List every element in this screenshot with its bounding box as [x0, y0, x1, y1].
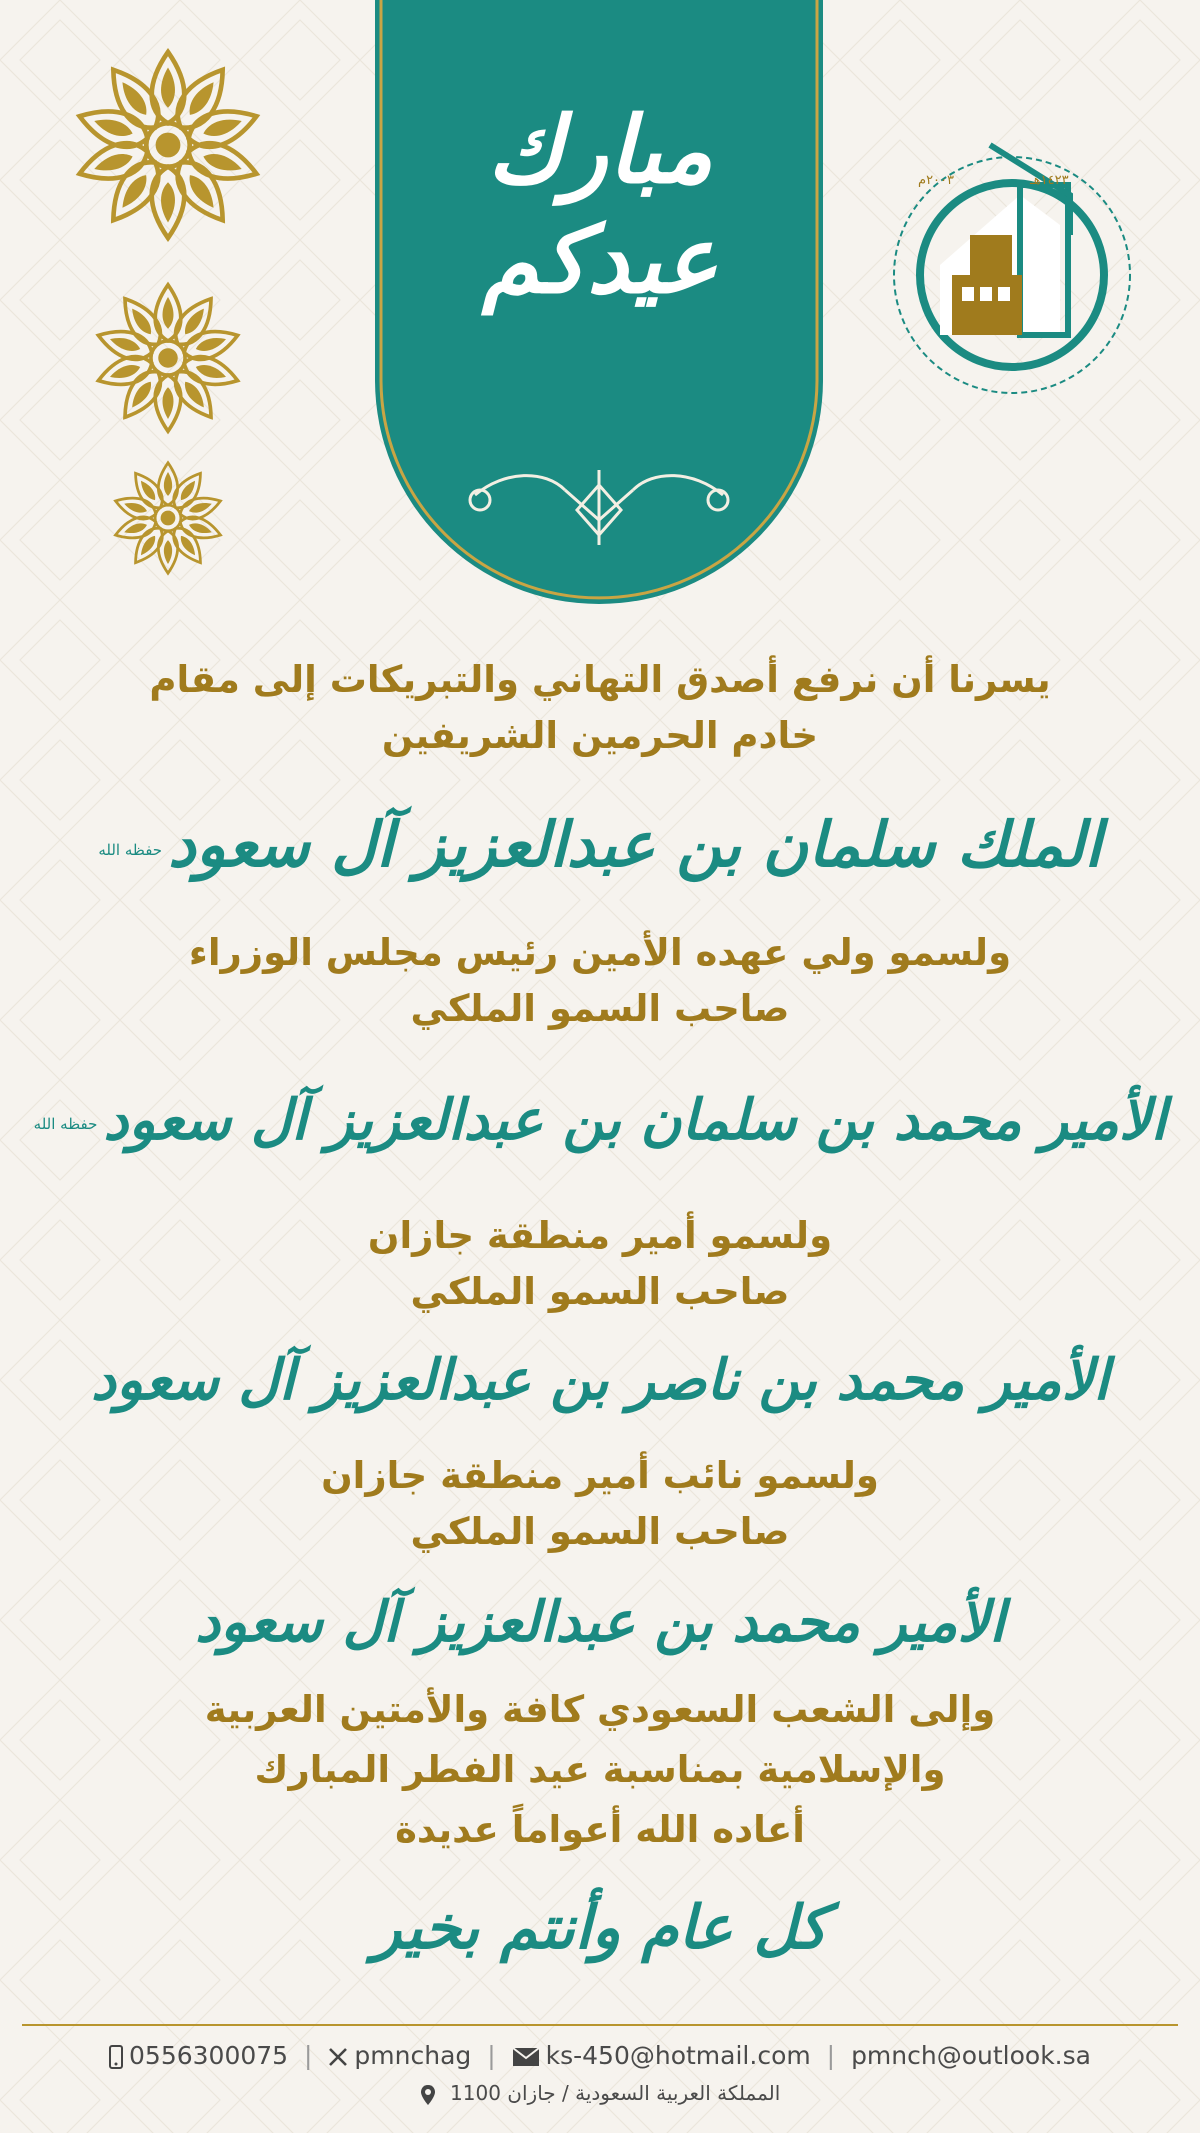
address-text: المملكة العربية السعودية / جازان 1100 [450, 2081, 781, 2105]
crown-prince-honorific: حفظه الله [33, 1115, 98, 1134]
x-handle: pmnchag [354, 2041, 472, 2070]
closing-text [0, 1680, 1200, 1860]
logo-year-hijri: ١٤٢٣هـ [1030, 173, 1069, 188]
deputy-line-2: صاحب السمو الملكي [410, 1510, 790, 1553]
separator: | [826, 2041, 836, 2070]
greeting-line-1: مبارك [487, 96, 713, 204]
footer-divider [22, 2024, 1178, 2026]
king-name-text: الملك سلمان بن عبدالعزيز آل سعود [168, 808, 1102, 881]
signature-text: كل عام وأنتم بخير [372, 1893, 828, 1963]
flower-icon-medium [94, 285, 241, 431]
deputy-line-1: ولسمو نائب أمير منطقة جازان [321, 1454, 879, 1497]
contact-bar [0, 2038, 1200, 2074]
flower-icon-large [75, 52, 262, 238]
flower-icon-small [113, 463, 224, 573]
intro-line-1: يسرنا أن نرفع أصدق التهاني والتبريكات إلى مقام [149, 658, 1051, 701]
address-bar [0, 2078, 1200, 2108]
crown-prince-line-1: ولسمو ولي عهده الأمين رئيس مجلس الوزراء [188, 931, 1012, 974]
banner-greeting [420, 95, 780, 315]
deputy-name-text: الأمير محمد بن عبدالعزيز آل سعود [195, 1589, 1005, 1655]
phone-icon [109, 2045, 123, 2069]
king-honorific: حفظه الله [98, 841, 163, 859]
logo-emblem [870, 125, 1160, 405]
email-hotmail: ks-450@hotmail.com [545, 2041, 811, 2070]
phone-number: 0556300075 [129, 2041, 289, 2070]
emir-line-2: صاحب السمو الملكي [410, 1270, 790, 1313]
email-contact-1[interactable] [512, 2041, 819, 2070]
phone-contact[interactable] [109, 2041, 296, 2070]
greeting-line-2: عيدكم [482, 206, 718, 314]
x-contact[interactable] [328, 2041, 479, 2070]
mail-icon [512, 2047, 540, 2067]
emir-line-1: ولسمو أمير منطقة جازان [367, 1214, 833, 1257]
logo-year-gregorian: ٢٠٠٣م [918, 173, 954, 188]
emir-title [0, 1208, 1200, 1320]
intro-line-2: خادم الحرمين الشريفين [381, 714, 819, 757]
crown-prince-name [0, 1075, 1200, 1169]
emir-name-text: الأمير محمد بن ناصر بن عبدالعزيز آل سعود [91, 1347, 1109, 1413]
intro-text [0, 652, 1200, 764]
closing-line-2: والإسلامية بمناسبة عيد الفطر المبارك [254, 1748, 946, 1791]
email-outlook[interactable]: pmnch@outlook.sa [851, 2041, 1091, 2070]
signature-calligraphy [0, 1878, 1200, 1978]
emir-name [0, 1335, 1200, 1425]
king-name [0, 800, 1200, 895]
separator: | [487, 2041, 496, 2070]
association-logo [870, 125, 1160, 405]
location-pin-icon [420, 2084, 436, 2106]
crown-prince-title [0, 925, 1200, 1037]
closing-line-3: أعاده الله أعواماً عديدة [395, 1808, 805, 1851]
crown-prince-name-text: الأمير محمد بن سلمان بن عبدالعزيز آل سعود [103, 1087, 1167, 1153]
flower-ornaments [60, 40, 280, 580]
crown-prince-line-2: صاحب السمو الملكي [410, 987, 790, 1030]
closing-line-1: وإلى الشعب السعودي كافة والأمتين العربية [204, 1688, 996, 1731]
x-logo-icon [328, 2047, 348, 2067]
separator: | [304, 2041, 313, 2070]
deputy-name [0, 1577, 1200, 1667]
deputy-title [0, 1448, 1200, 1560]
